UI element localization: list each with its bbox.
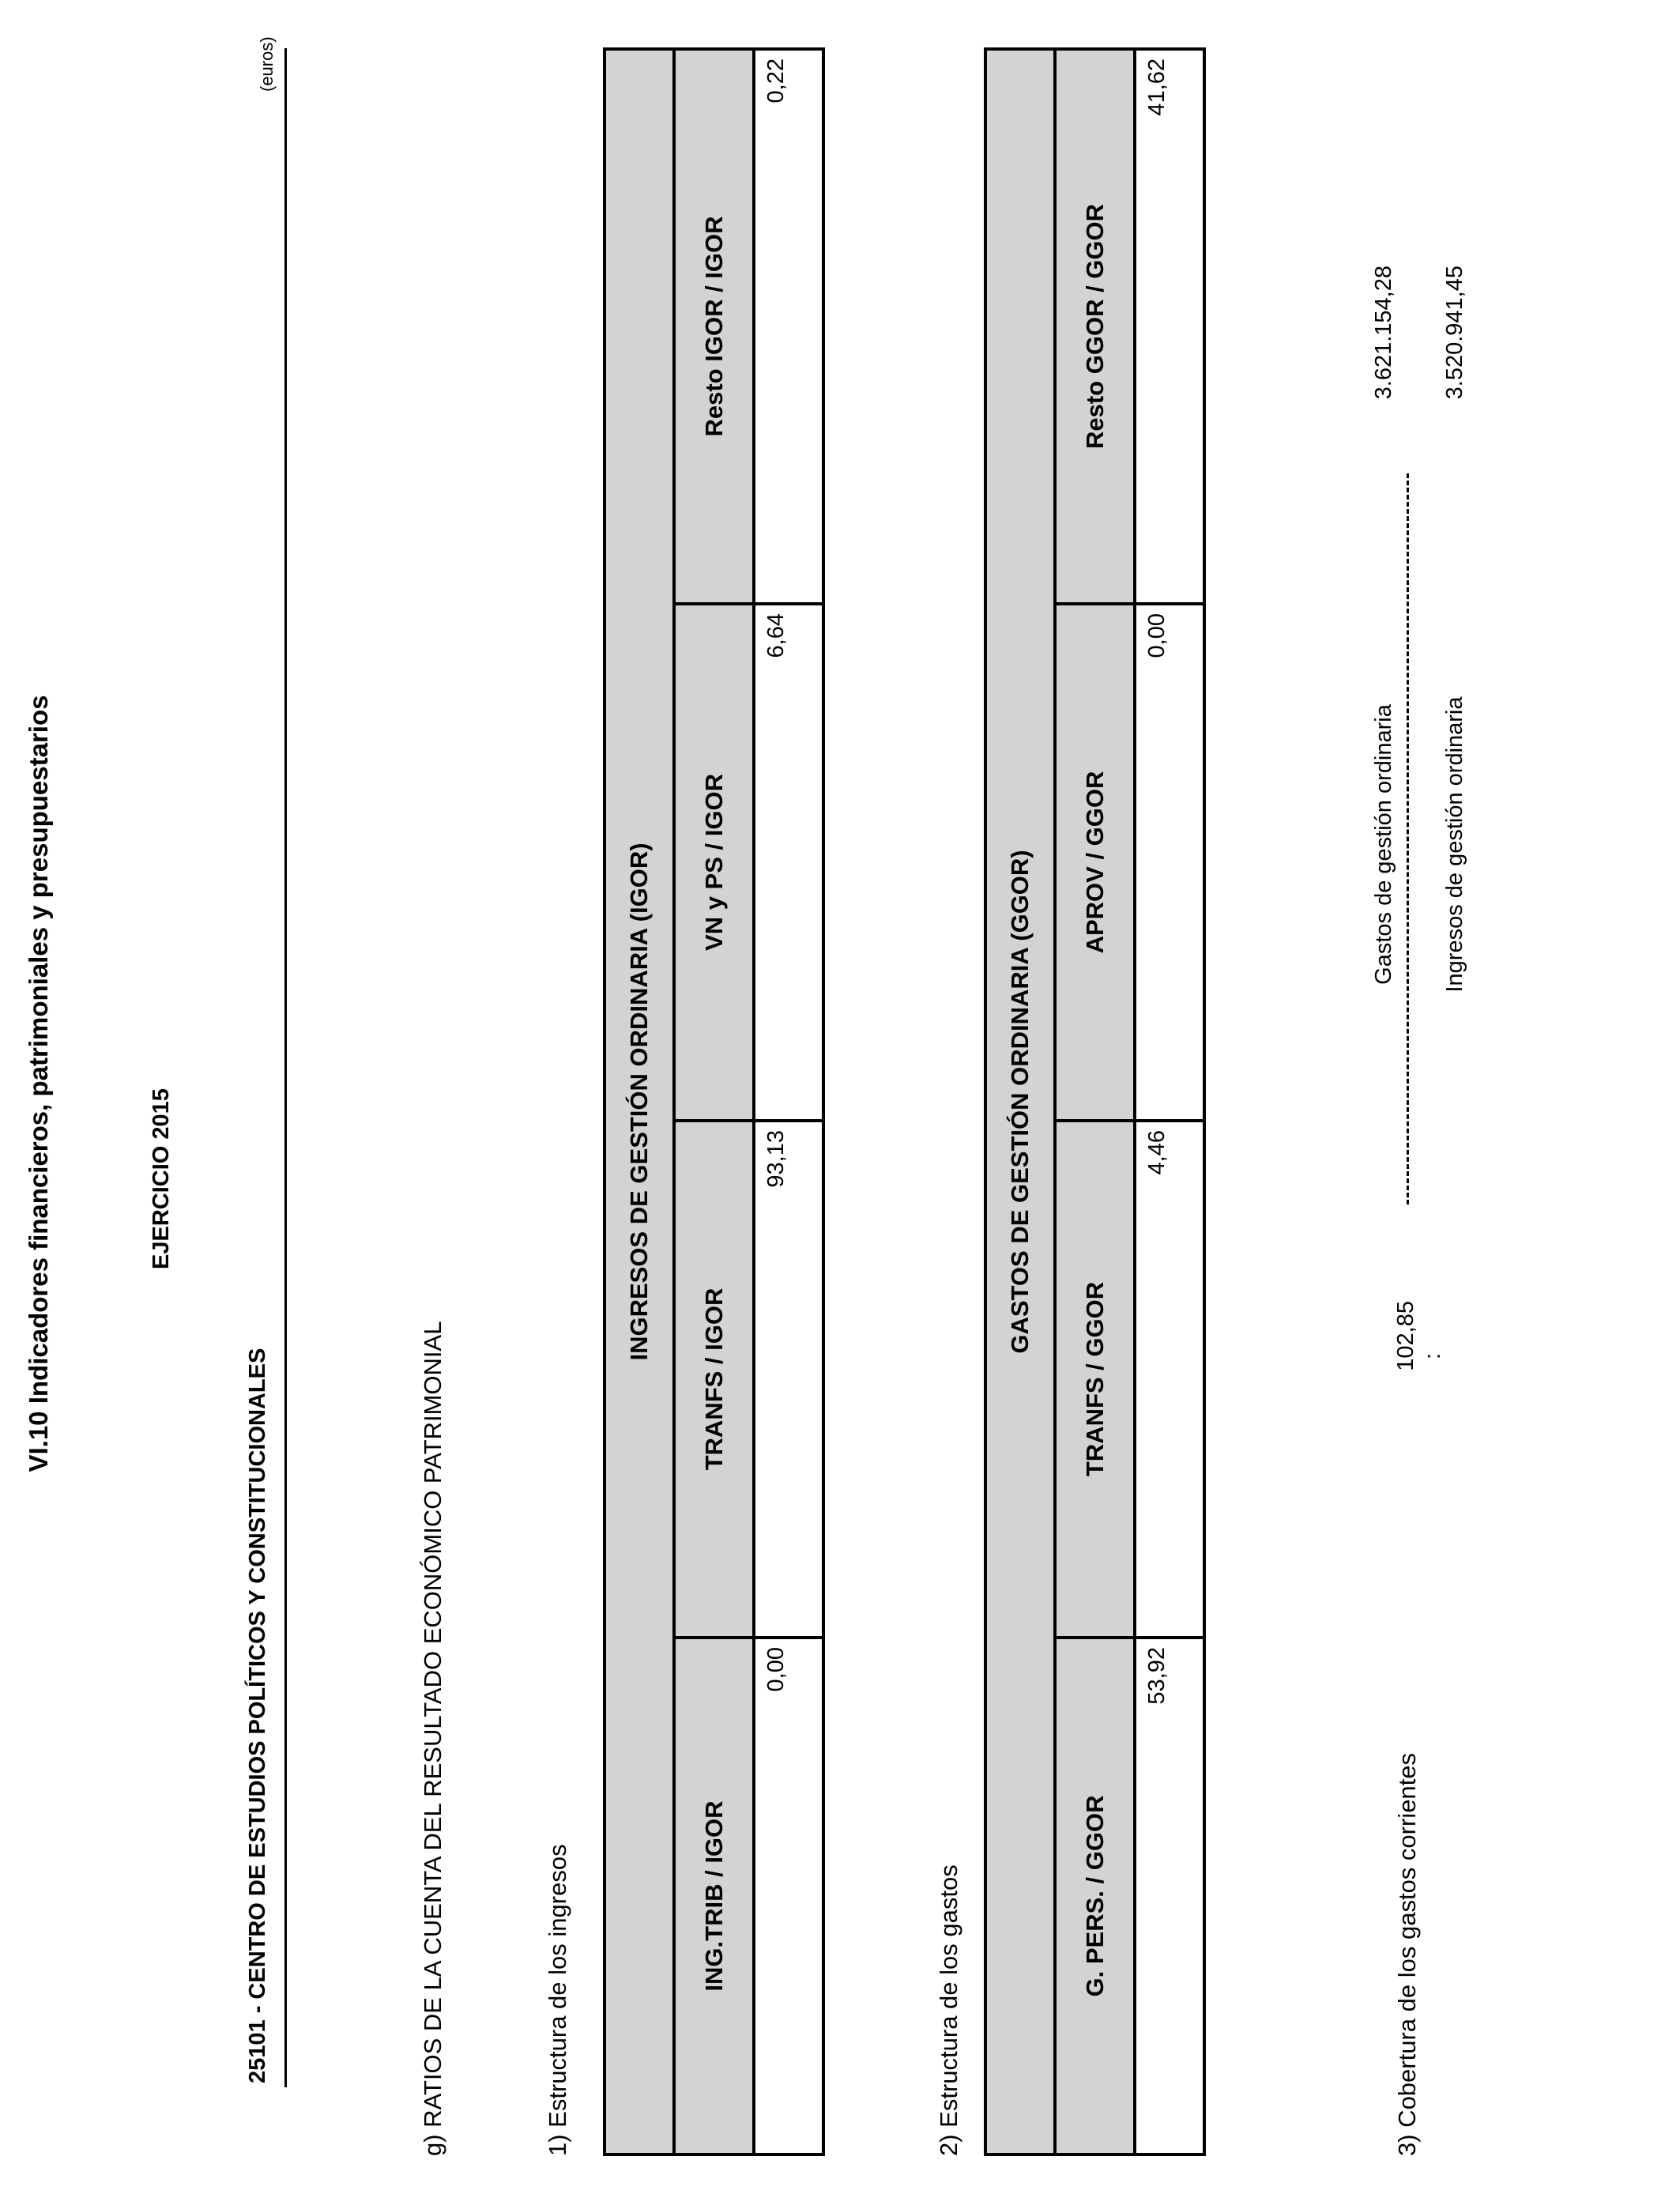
denominator-value: 3.520.941,45 xyxy=(1442,266,1467,400)
entity-name: 25101 - CENTRO DE ESTUDIOS POLÍTICOS Y CONSTITUCIONALES xyxy=(245,1348,270,2083)
ingresos-col-header: TRANFS / IGOR xyxy=(674,1121,754,1638)
gastos-col-header: APROV / GGOR xyxy=(1055,604,1135,1121)
gastos-col-header: G. PERS. / GGOR xyxy=(1055,1638,1135,2154)
gastos-table xyxy=(984,47,1206,2156)
numerator-label: Gastos de gestión ordinaria xyxy=(1371,704,1396,985)
gastos-header-row xyxy=(1055,49,1135,2154)
section-title: g) RATIOS DE LA CUENTA DEL RESULTADO ECONÓMICO PATRIMONIAL xyxy=(419,1321,446,2156)
gastos-value: 53,92 xyxy=(1135,1638,1204,2154)
gastos-value: 4,46 xyxy=(1135,1121,1204,1638)
gastos-title-row xyxy=(985,49,1055,2154)
ingresos-value: 0,00 xyxy=(754,1638,823,2154)
gastos-table-title: GASTOS DE GESTIÓN ORDINARIA (GGOR) xyxy=(985,49,1055,2154)
ingresos-title-row xyxy=(605,49,674,2154)
ingresos-value-row xyxy=(754,49,823,2154)
denominator-label: Ingresos de gestión ordinaria xyxy=(1442,696,1467,993)
cobertura-label: 3) Cobertura de los gastos corrientes xyxy=(1393,1752,1421,2156)
ingresos-subtitle: 1) Estructura de los ingresos xyxy=(544,1844,571,2156)
ingresos-col-header: VN y PS / IGOR xyxy=(674,604,754,1121)
gastos-col-header: TRANFS / GGOR xyxy=(1055,1121,1135,1638)
ingresos-header-row xyxy=(674,49,754,2154)
gastos-value: 41,62 xyxy=(1135,49,1204,604)
cobertura-value: 102,85 xyxy=(1393,1301,1418,1371)
gastos-col-header: Resto GGOR / GGOR xyxy=(1055,49,1135,604)
header-divider xyxy=(284,48,287,2087)
fraction-line xyxy=(1407,473,1409,1204)
cobertura-colon: : xyxy=(1420,1352,1445,1359)
gastos-value-row xyxy=(1135,49,1204,2154)
fiscal-year: EJERCICIO 2015 xyxy=(149,1088,174,1269)
ingresos-value: 6,64 xyxy=(754,604,823,1121)
ingresos-col-header: ING.TRIB / IGOR xyxy=(674,1638,754,2154)
ingresos-value: 0,22 xyxy=(754,49,823,604)
page-title: VI.10 Indicadores financieros, patrimoniales y presupuestarios xyxy=(24,695,53,1472)
ingresos-col-header: Resto IGOR / IGOR xyxy=(674,49,754,604)
ingresos-table-title: INGRESOS DE GESTIÓN ORDINARIA (IGOR) xyxy=(605,49,674,2154)
gastos-value: 0,00 xyxy=(1135,604,1204,1121)
units-label: (euros) xyxy=(257,36,277,92)
ingresos-table xyxy=(603,47,825,2156)
numerator-value: 3.621.154,28 xyxy=(1371,266,1396,400)
gastos-subtitle: 2) Estructura de los gastos xyxy=(935,1864,962,2156)
ingresos-value: 93,13 xyxy=(754,1121,823,1638)
